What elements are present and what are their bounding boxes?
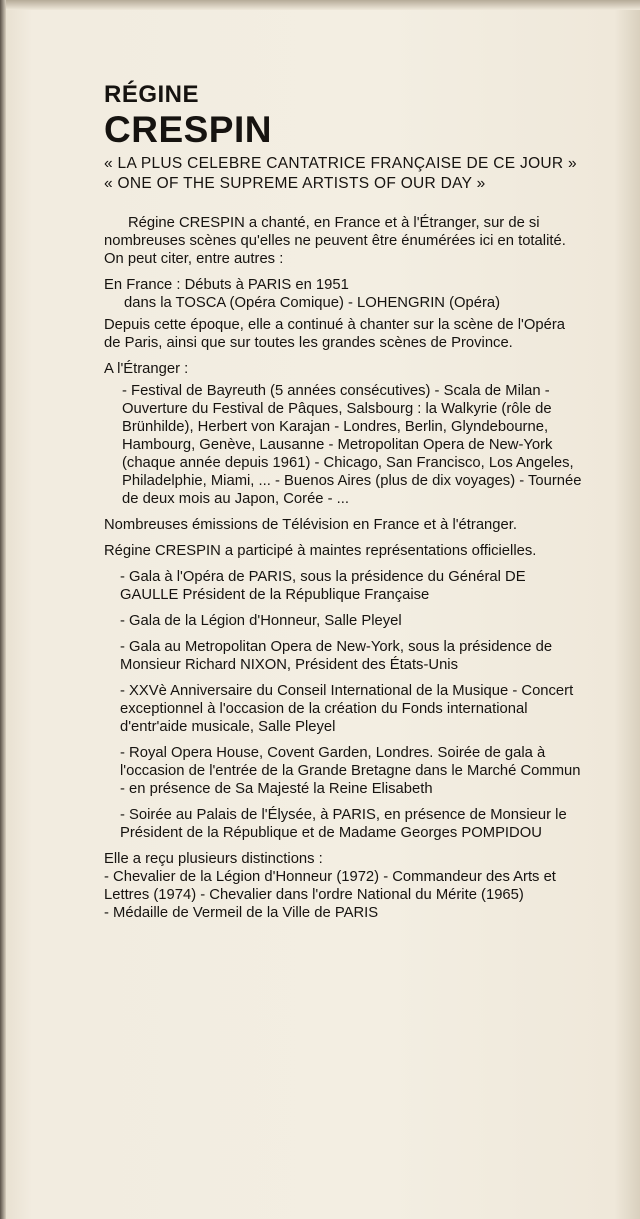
first-name-heading: RÉGINE: [104, 81, 200, 108]
depuis-paragraph: Depuis cette époque, elle a continué à chanter sur la scène de l'Opéra de Paris, ainsi que sur toutes les grandes scènes de Province.: [104, 317, 566, 351]
representations-intro: Régine CRESPIN a participé à maintes représentations officielles.: [104, 543, 537, 559]
tagline-english: « ONE OF THE SUPREME ARTISTS OF OUR DAY »: [104, 175, 486, 192]
biography-content: [104, 80, 584, 922]
france-debut: [104, 276, 584, 312]
france-debut-line2: dans la TOSCA (Opéra Comique) - LOHENGRIN (Opéra): [124, 295, 501, 311]
last-name-heading: CRESPIN: [104, 109, 272, 150]
etranger-heading: A l'Étranger :: [104, 361, 189, 377]
scan-edge-left: [0, 0, 6, 1219]
distinction-item: - Chevalier de la Légion d'Honneur (1972) - Commandeur des Arts et Lettres (1974) - Chevalier dans l'ordre National du Mérite (1965): [104, 869, 556, 903]
representation-item: - Soirée au Palais de l'Élysée, à PARIS, en présence de Monsieur le Président de la République et de Madame Georges POMPIDOU: [120, 807, 567, 841]
representation-item: - Royal Opera House, Covent Garden, Londres. Soirée de gala à l'occasion de l'entrée de la Grande Bretagne dans le Marché Commun - en présence de Sa Majesté la Reine Elisabeth: [120, 745, 581, 797]
france-debut-line1: En France : Débuts à PARIS en 1951: [104, 277, 349, 293]
distinctions-intro: Elle a reçu plusieurs distinctions :: [104, 851, 323, 867]
representation-item: - Gala au Metropolitan Opera de New-York, sous la présidence de Monsieur Richard NIXON, Président des États-Unis: [120, 639, 553, 673]
representation-item: - XXVè Anniversaire du Conseil International de la Musique - Concert exceptionnel à l'occasion de la création du Fonds international d'entr'aide musicale, Salle Pleyel: [120, 683, 574, 735]
biography-body: [104, 214, 584, 922]
etranger-list: - Festival de Bayreuth (5 années consécutives) - Scala de Milan - Ouverture du Festival de Pâques, Salsbourg : la Walkyrie (rôle de Brünhilde), Herbert von Karajan - Londres, Berlin, Glyndebourne, Hambourg, Genève, Lausanne - Metropolitan Opera de New-York (chaque année depuis 1961) - Chicago, San Francisco, Los Angeles, Philadelphie, Miami, ... - Buenos Aires (plus de dix voyages) - Tournée de deux mois au Japon, Corée - ...: [122, 383, 582, 507]
scan-edge-top: [0, 0, 640, 10]
tagline-french: « LA PLUS CELEBRE CANTATRICE FRANÇAISE DE CE JOUR »: [104, 155, 577, 172]
representation-item: - Gala de la Légion d'Honneur, Salle Pleyel: [120, 613, 402, 629]
television-paragraph: Nombreuses émissions de Télévision en France et à l'étranger.: [104, 517, 517, 533]
representation-item: - Gala à l'Opéra de PARIS, sous la présidence du Général DE GAULLE Président de la République Française: [120, 569, 526, 603]
intro-paragraph: Régine CRESPIN a chanté, en France et à l'Étranger, sur de si nombreuses scènes qu'elles ne peuvent être énumérées ici en totalité. On peut citer, entre autres :: [104, 215, 566, 267]
distinction-item: - Médaille de Vermeil de la Ville de PARIS: [104, 905, 379, 921]
